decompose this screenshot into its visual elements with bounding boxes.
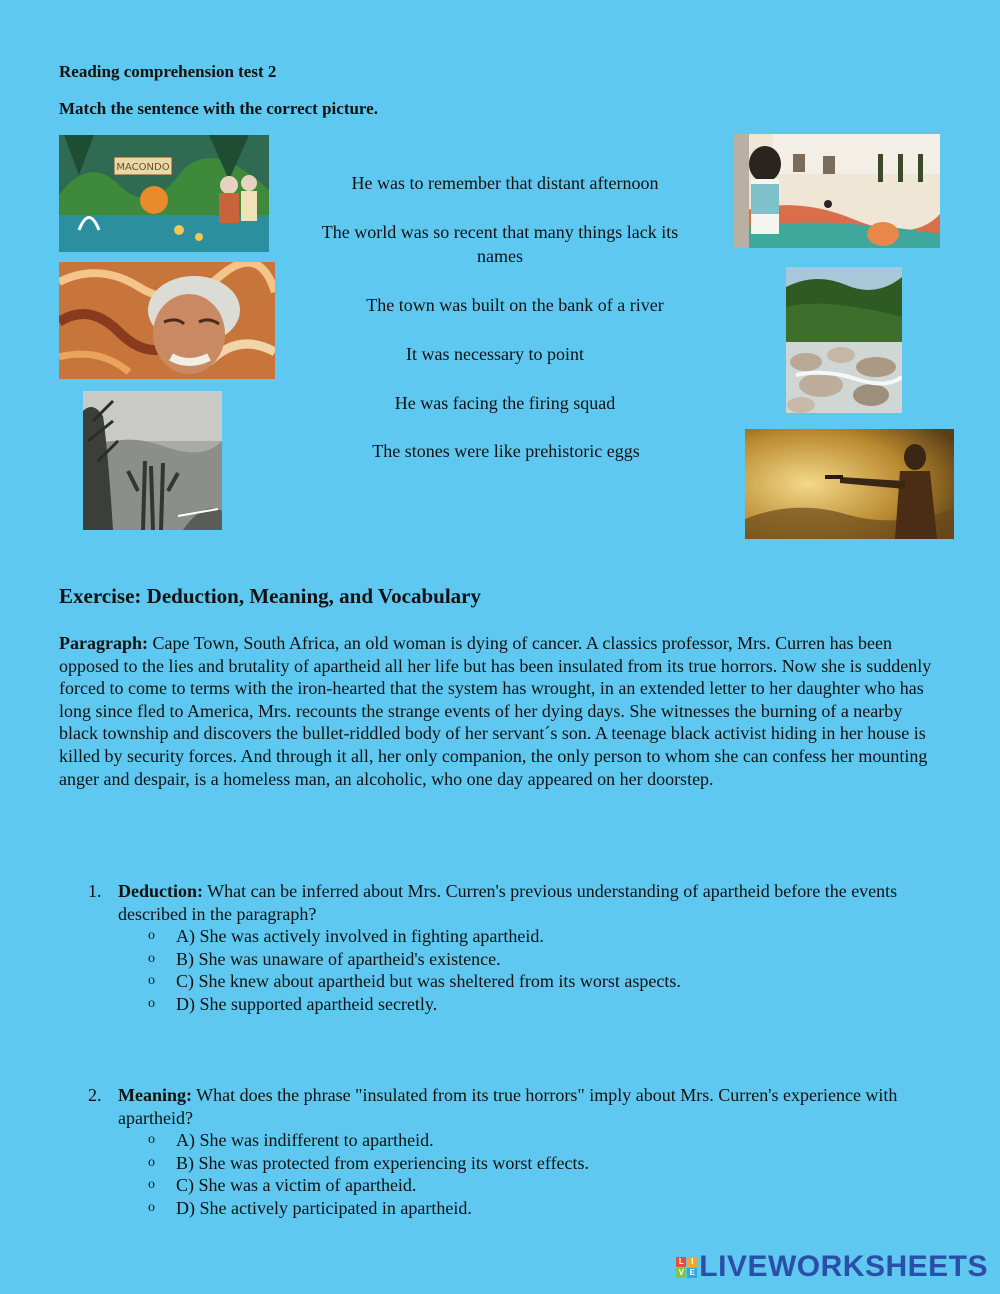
sentence-2-continued: names (477, 246, 523, 266)
question-label: Meaning: (118, 1085, 192, 1105)
question-label: Deduction: (118, 881, 203, 901)
bullet-icon: o (148, 1199, 155, 1215)
sentence-2: The world was so recent that many things lack its (321, 222, 679, 242)
instruction: Match the sentence with the correct picture. (59, 99, 378, 118)
question-number: 2. (88, 1085, 102, 1105)
portrait-old-man-icon (59, 262, 275, 379)
sentence-4: It was necessary to point (406, 344, 584, 364)
option-text: D) She supported apartheid secretly. (176, 993, 438, 1014)
answer-option[interactable] (148, 993, 948, 1016)
bullet-icon: o (148, 928, 155, 944)
option-text: C) She was a victim of apartheid. (176, 1175, 417, 1196)
answer-option[interactable] (148, 1152, 948, 1175)
answer-option[interactable] (148, 948, 948, 971)
question-number: 1. (88, 881, 102, 901)
bullet-icon: o (148, 1132, 155, 1148)
option-text: B) She was unaware of apartheid's existence. (176, 948, 501, 969)
logo-text: LIVEWORKSHEETS (699, 1250, 988, 1283)
answer-option[interactable] (148, 925, 948, 948)
option-text: C) She knew about apartheid but was sheltered from its worst aspects. (176, 971, 681, 992)
question-2 (88, 1084, 948, 1220)
liveworksheets-logo[interactable] (676, 1250, 988, 1284)
bullet-icon: o (148, 1154, 155, 1170)
worksheet-title: Reading comprehension test 2 (59, 62, 277, 81)
logo-letter: I (687, 1257, 697, 1267)
paragraph-text: Cape Town, South Africa, an old woman is dying of cancer. A classics professor, Mrs. Curren has been opposed to the lies and brutality of apartheid all her life but has been insulated from its true horrors. Now she is suddenly forced to come to terms with the iron-hearted that the system has wrought, in an extended letter to her daughter who has long since fled to America, Mrs. recounts the strange events of her dying days. She witnesses the burning of a nearby black township and discovers the bullet-riddled body of her servant´s son. A teenage black activist hiding in her house is killed by security forces. And through it all, her only companion, the only person to whom she can confess her mounting anger and despair, is a homeless man, an alcoholic, who one day appeared on her doorstep. (59, 633, 932, 789)
paragraph-label: Paragraph: (59, 633, 148, 653)
paragraph (59, 632, 939, 790)
pointing-figure-photo-icon (745, 429, 954, 539)
answer-option[interactable] (148, 970, 948, 993)
option-text: A) She was indifferent to apartheid. (176, 1130, 434, 1151)
jungle-engraving-icon (83, 391, 222, 530)
question-text: What can be inferred about Mrs. Curren's previous understanding of apartheid before the events described in the paragraph? (118, 881, 898, 924)
answer-option[interactable] (148, 1174, 948, 1197)
sentence-5: He was facing the firing squad (394, 393, 616, 413)
mural-sign-text: MACONDO (116, 162, 170, 173)
live-logo-icon (676, 1257, 697, 1278)
macondo-mural-icon (59, 135, 269, 252)
sentence-6: The stones were like prehistoric eggs (372, 441, 640, 461)
firing-squad-illustration-icon (733, 134, 940, 248)
bullet-icon: o (148, 995, 155, 1011)
river-stones-photo-icon (786, 267, 902, 413)
option-text: B) She was protected from experiencing its worst effects. (176, 1152, 590, 1173)
question-text: What does the phrase "insulated from its true horrors" imply about Mrs. Curren's experience with apartheid? (118, 1085, 898, 1128)
bullet-icon: o (148, 1177, 155, 1193)
option-text: D) She actively participated in apartheid. (176, 1197, 472, 1218)
logo-letter: L (676, 1257, 686, 1267)
question-1 (88, 880, 948, 1016)
option-text: A) She was actively involved in fighting apartheid. (176, 926, 544, 947)
sentence-3: The town was built on the bank of a river (366, 295, 664, 315)
exercise-title: Exercise: Deduction, Meaning, and Vocabulary (59, 584, 481, 608)
logo-letter: E (687, 1268, 697, 1278)
bullet-icon: o (148, 950, 155, 966)
answer-option[interactable] (148, 1129, 948, 1152)
logo-letter: V (676, 1268, 686, 1278)
answer-option[interactable] (148, 1197, 948, 1220)
bullet-icon: o (148, 973, 155, 989)
sentence-1: He was to remember that distant afternoon (351, 173, 659, 193)
